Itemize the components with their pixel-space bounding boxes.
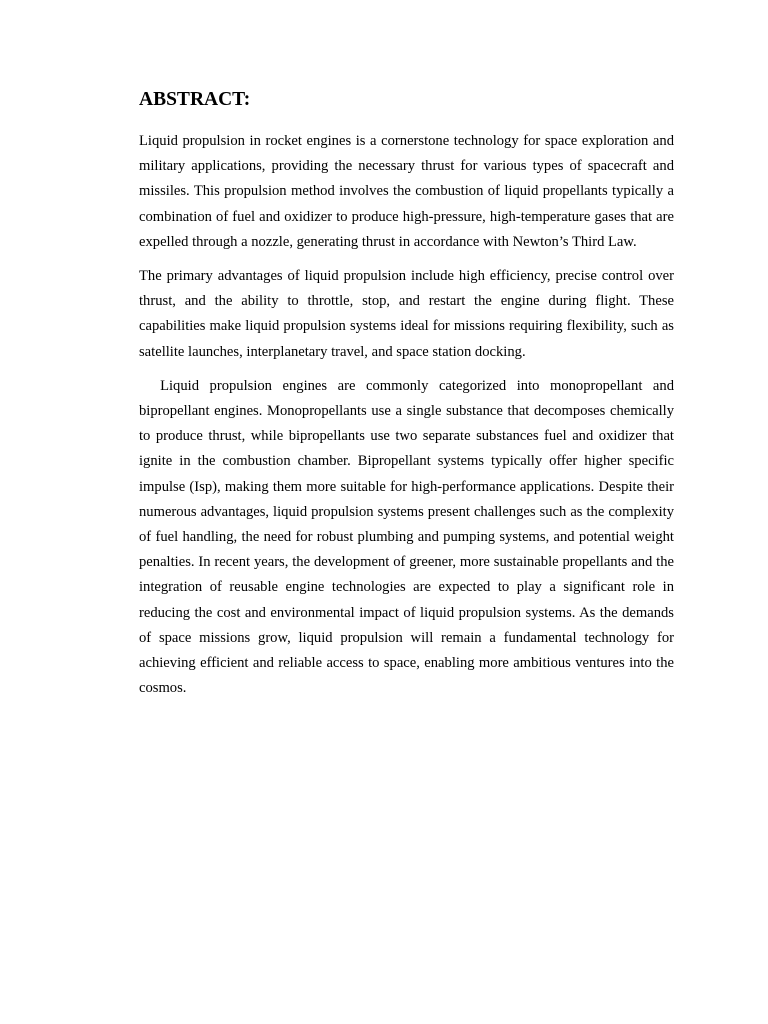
paragraph-advantages: The primary advantages of liquid propulsion include high efficiency, precise control over thrust, and the ability to throttle, stop, and restart the engine during flight. These capabilities make liquid propulsion systems ideal for missions requiring flexibility, such as satellite launches, interplanetary travel, and space station docking. xyxy=(139,268,674,360)
paragraph-categories: Liquid propulsion engines are commonly categorized into monopropellant and bipropellant engines. Monopropellants use a single substance that decomposes chemically to produce thrust, while bipropellants use two separate substances fuel and oxidizer that ignite in the combustion chamber. Bipropellant systems typically offer higher specific impulse (Isp), making them more suitable for high-performance applications. Despite their numerous advantages, liquid propulsion systems present challenges such as the complexity of fuel handling, the need for robust plumbing and pumping systems, and potential weight penalties. In recent years, the development of greener, more sustainable propellants and the integration of reusable engine technologies are expected to play a significant role in reducing the cost and environmental impact of liquid propulsion systems. As the demands of space missions grow, liquid propulsion will remain a fundamental technology for achieving efficient and reliable access to space, enabling more ambitious ventures into the cosmos. xyxy=(139,377,674,697)
abstract-heading: ABSTRACT: xyxy=(139,89,251,110)
paragraph-intro: Liquid propulsion in rocket engines is a cornerstone technology for space exploration and military applications, providing the necessary thrust for various types of spacecraft and missiles. This propulsion method involves the combustion of liquid propellants typically a combination of fuel and oxidizer to produce high-pressure, high-temperature gases that are expelled through a nozzle, generating thrust in accordance with Newton’s Third Law. xyxy=(139,133,674,250)
document-body xyxy=(139,86,674,710)
